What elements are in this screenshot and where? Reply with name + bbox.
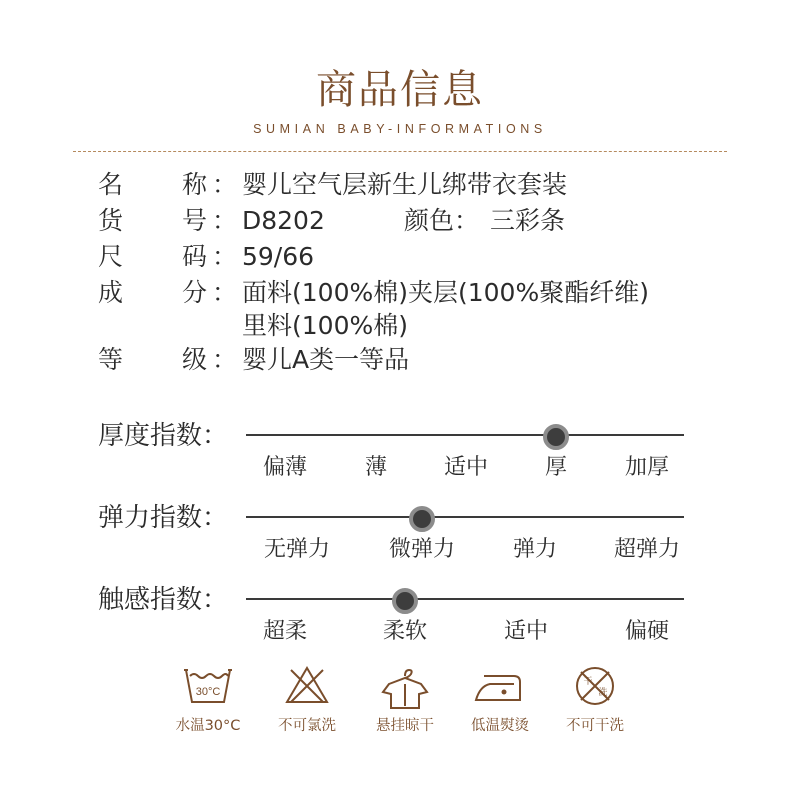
spec-value-sku: D8202 xyxy=(242,206,325,235)
spec-value-grade: 婴儿A类一等品 xyxy=(242,345,410,374)
spec-label-char: 级 xyxy=(182,345,208,374)
wash-30-icon xyxy=(180,662,236,708)
spec-colon: ： xyxy=(212,278,238,307)
dry-clean-char-2: 洗 xyxy=(598,688,608,698)
touch-option: 偏硬 xyxy=(624,619,670,644)
touch-option: 适中 xyxy=(503,619,549,644)
spec-colon: ： xyxy=(212,170,238,199)
elasticity-scale-label: 弹力指数： xyxy=(98,503,229,533)
spec-label-char: 分 xyxy=(182,278,208,307)
no-dry-clean-icon xyxy=(567,662,623,712)
care-item-hang-dry xyxy=(355,662,455,735)
thickness-scale-marker xyxy=(543,424,569,450)
touch-scale-marker xyxy=(392,588,418,614)
thickness-option: 加厚 xyxy=(624,455,670,480)
touch-scale-label: 触感指数： xyxy=(98,585,229,615)
care-label: 水温30°C xyxy=(175,718,241,734)
spec-colon: ： xyxy=(212,242,238,271)
elasticity-scale-track xyxy=(246,516,684,518)
care-label: 不可干洗 xyxy=(566,718,624,734)
spec-label-char: 名 xyxy=(98,170,124,199)
spec-label-char: 成 xyxy=(98,278,124,307)
spec-label-char: 等 xyxy=(98,345,124,374)
care-item-low-iron xyxy=(450,662,550,735)
care-item-no-bleach xyxy=(257,662,357,735)
spec-label-char: 尺 xyxy=(98,242,124,271)
hang-dry-icon xyxy=(377,662,433,712)
spec-value-material-line2: 里料(100%棉) xyxy=(242,311,408,340)
spec-label-color: 颜色： xyxy=(404,206,480,235)
elasticity-scale-marker xyxy=(409,506,435,532)
spec-value-material: 面料(100%棉)夹层(100%聚酯纤维) xyxy=(242,278,649,307)
elasticity-option: 弹力 xyxy=(512,537,558,562)
care-item-no-dry-clean xyxy=(545,662,645,735)
care-label: 不可氯洗 xyxy=(278,718,336,734)
elasticity-option: 微弹力 xyxy=(388,537,456,562)
spec-colon: ： xyxy=(212,206,238,235)
spec-colon: ： xyxy=(212,345,238,374)
dry-clean-char-1: 干 xyxy=(583,677,593,687)
elasticity-option: 无弹力 xyxy=(263,537,331,562)
thickness-option: 厚 xyxy=(544,455,568,480)
low-iron-icon xyxy=(470,662,530,708)
care-item-wash xyxy=(158,662,258,735)
thickness-option: 偏薄 xyxy=(262,455,308,480)
spec-value-color: 三彩条 xyxy=(490,206,566,235)
thickness-option: 适中 xyxy=(443,455,489,480)
touch-scale-track xyxy=(246,598,684,600)
care-label: 悬挂晾干 xyxy=(376,718,434,734)
thickness-option: 薄 xyxy=(364,455,388,480)
spec-label-char: 号 xyxy=(182,206,208,235)
spec-value-size: 59/66 xyxy=(242,242,315,271)
page-subtitle: SUMIAN BABY-INFORMATIONS xyxy=(253,122,547,136)
thickness-scale-track xyxy=(246,434,684,436)
spec-label-char: 称 xyxy=(182,170,208,199)
wash-temp-text: 30°C xyxy=(195,686,221,698)
header-divider xyxy=(73,151,727,152)
care-label: 低温熨烫 xyxy=(471,718,529,734)
spec-label-char: 码 xyxy=(182,242,208,271)
touch-option: 超柔 xyxy=(262,619,308,644)
spec-value-name: 婴儿空气层新生儿绑带衣套装 xyxy=(242,170,568,199)
spec-label-char: 货 xyxy=(98,206,124,235)
elasticity-option: 超弹力 xyxy=(613,537,681,562)
page-title: 商品信息 xyxy=(316,67,484,113)
no-bleach-icon xyxy=(279,662,335,708)
thickness-scale-label: 厚度指数： xyxy=(98,421,229,451)
touch-option: 柔软 xyxy=(382,619,428,644)
